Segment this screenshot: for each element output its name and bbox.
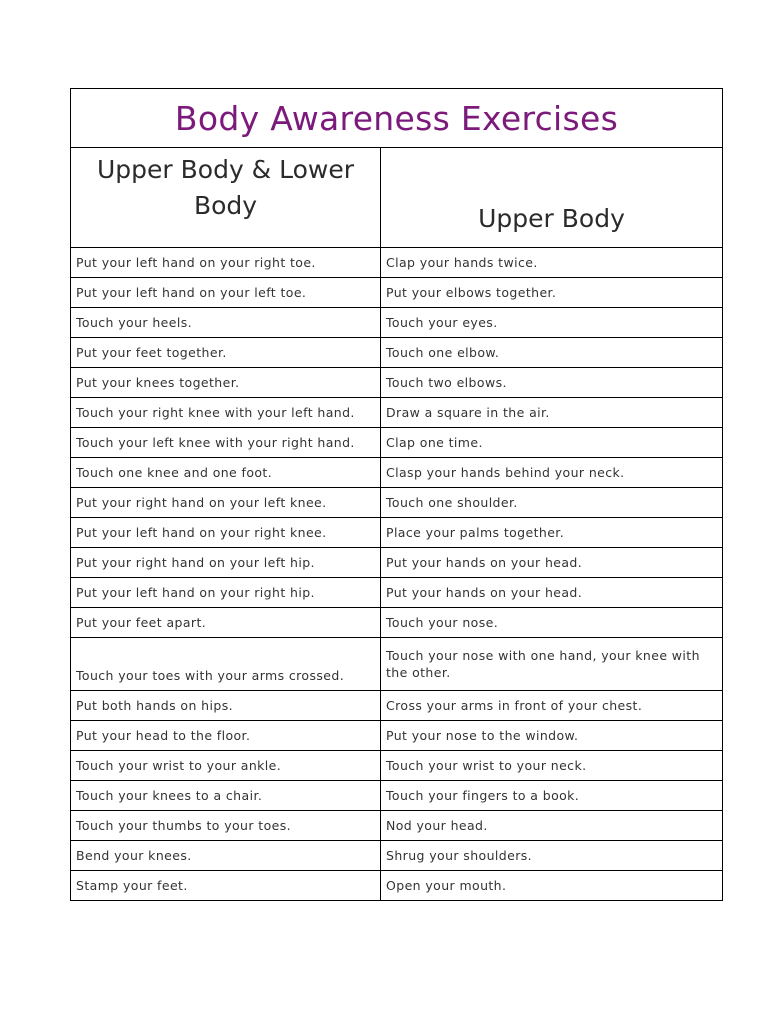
exercise-cell-left: Touch your heels.: [71, 308, 381, 338]
exercise-cell-left: Put your feet apart.: [71, 608, 381, 638]
exercise-cell-left: Put your feet together.: [71, 338, 381, 368]
exercise-cell-right: Touch one elbow.: [381, 338, 723, 368]
exercise-cell-left: Put your head to the floor.: [71, 721, 381, 751]
page-title: Body Awareness Exercises: [71, 89, 723, 148]
table-row: [71, 781, 723, 811]
exercise-cell-left: Put your left hand on your left toe.: [71, 278, 381, 308]
exercise-cell-right: Open your mouth.: [381, 871, 723, 901]
exercise-cell-right: Nod your head.: [381, 811, 723, 841]
table-row: [71, 638, 723, 691]
exercise-table: [70, 88, 723, 901]
table-row: [71, 871, 723, 901]
exercise-cell-left: Touch your left knee with your right hand.: [71, 428, 381, 458]
exercise-cell-right: Put your elbows together.: [381, 278, 723, 308]
exercise-cell-right: Touch your wrist to your neck.: [381, 751, 723, 781]
table-row: [71, 398, 723, 428]
column-header-upper-lower: Upper Body & Lower Body: [71, 148, 381, 248]
exercise-cell-left: Put your right hand on your left knee.: [71, 488, 381, 518]
table-row: [71, 811, 723, 841]
table-row: [71, 518, 723, 548]
table-row: [71, 488, 723, 518]
table-row: [71, 721, 723, 751]
exercise-cell-right: Draw a square in the air.: [381, 398, 723, 428]
table-row: [71, 308, 723, 338]
exercise-cell-right: Clap your hands twice.: [381, 248, 723, 278]
table-row: [71, 608, 723, 638]
exercise-cell-left: Put your left hand on your right hip.: [71, 578, 381, 608]
exercise-cell-left: Put both hands on hips.: [71, 691, 381, 721]
exercise-cell-left: Touch your thumbs to your toes.: [71, 811, 381, 841]
title-row: [71, 89, 723, 148]
header-row: [71, 148, 723, 248]
exercise-cell-right: Touch two elbows.: [381, 368, 723, 398]
exercise-cell-right: Touch your nose.: [381, 608, 723, 638]
exercise-cell-left: Touch your knees to a chair.: [71, 781, 381, 811]
exercise-cell-right: Clasp your hands behind your neck.: [381, 458, 723, 488]
exercise-cell-right: Touch one shoulder.: [381, 488, 723, 518]
exercise-cell-left: Put your left hand on your right knee.: [71, 518, 381, 548]
table-row: [71, 751, 723, 781]
table-row: [71, 548, 723, 578]
exercise-cell-right: Touch your nose with one hand, your knee with the other.: [381, 638, 723, 691]
exercise-cell-right: Shrug your shoulders.: [381, 841, 723, 871]
table-row: [71, 578, 723, 608]
exercise-cell-left: Put your left hand on your right toe.: [71, 248, 381, 278]
exercise-cell-left: Stamp your feet.: [71, 871, 381, 901]
exercise-cell-right: Put your nose to the window.: [381, 721, 723, 751]
exercise-sheet: [70, 88, 722, 901]
exercise-cell-right: Touch your eyes.: [381, 308, 723, 338]
exercise-cell-left: Touch your right knee with your left hand.: [71, 398, 381, 428]
exercise-cell-right: Put your hands on your head.: [381, 548, 723, 578]
exercise-cell-left: Touch your toes with your arms crossed.: [71, 638, 381, 691]
table-row: [71, 248, 723, 278]
exercise-cell-right: Put your hands on your head.: [381, 578, 723, 608]
exercise-cell-right: Touch your fingers to a book.: [381, 781, 723, 811]
exercise-cell-left: Touch your wrist to your ankle.: [71, 751, 381, 781]
table-row: [71, 368, 723, 398]
column-header-upper: Upper Body: [381, 148, 723, 248]
exercise-cell-right: Place your palms together.: [381, 518, 723, 548]
exercise-cell-left: Put your knees together.: [71, 368, 381, 398]
exercise-cell-right: Clap one time.: [381, 428, 723, 458]
exercise-cell-right: Cross your arms in front of your chest.: [381, 691, 723, 721]
table-row: [71, 691, 723, 721]
table-row: [71, 278, 723, 308]
exercise-cell-left: Bend your knees.: [71, 841, 381, 871]
table-row: [71, 841, 723, 871]
exercise-cell-left: Touch one knee and one foot.: [71, 458, 381, 488]
table-row: [71, 338, 723, 368]
table-row: [71, 428, 723, 458]
table-row: [71, 458, 723, 488]
exercise-cell-left: Put your right hand on your left hip.: [71, 548, 381, 578]
